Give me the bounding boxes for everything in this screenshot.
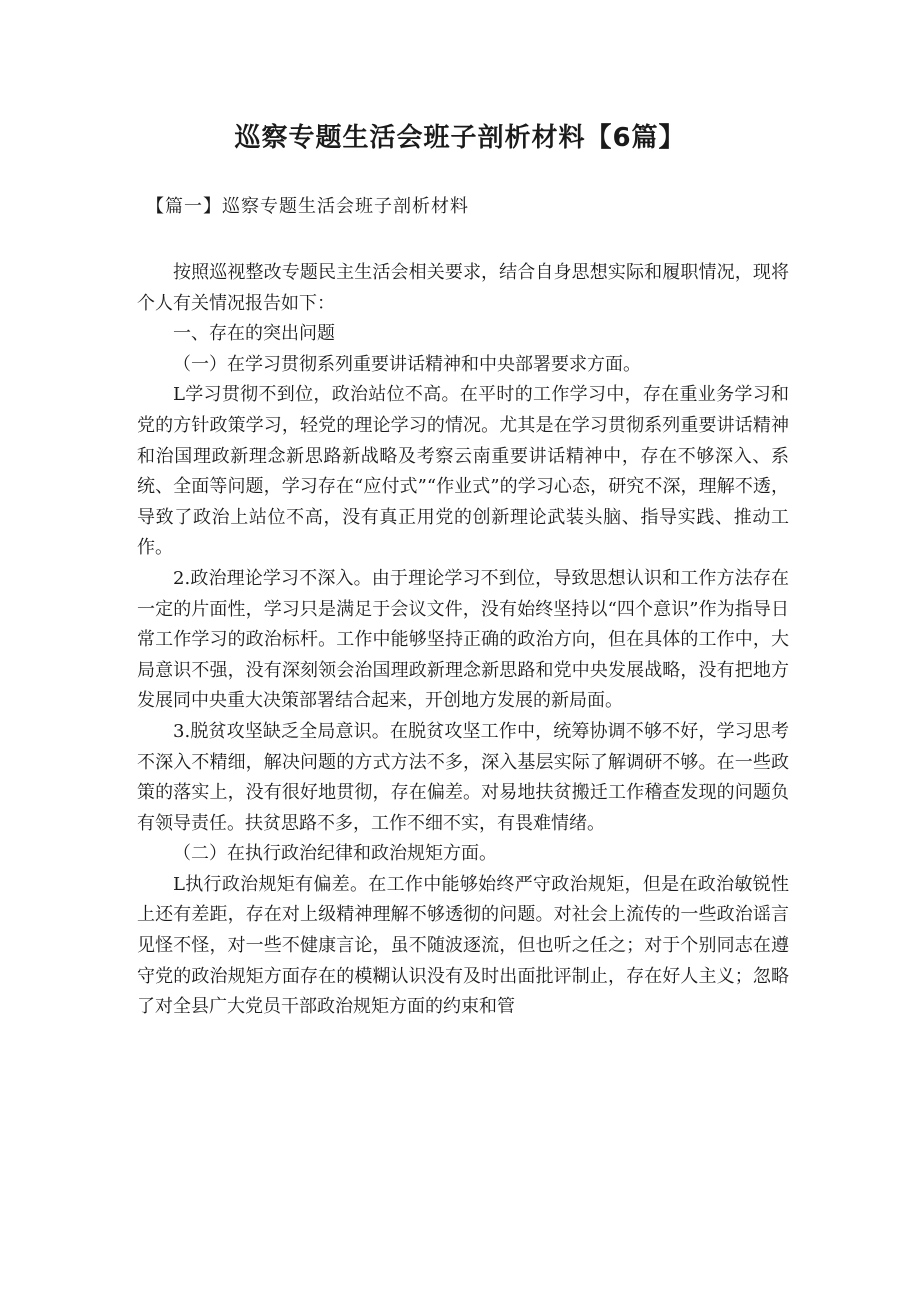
- section-heading: 一、存在的突出问题: [173, 323, 335, 345]
- body-paragraph: 2.政治理论学习不深入。由于理论学习不到位，导致思想认识和工作方法存在一定的片面性，学习只是满足于会议文件，没有始终坚持以“四个意识”作为指导日常工作学习的政治标杆。工作中能够坚持正确的政治方向，但在具体的工作中，大局意识不强，没有深刻领会治国理政新理念新思路和党中央发展战略，没有把地方发展同中央重大决策部署结合起来，开创地方发展的新局面。: [137, 567, 789, 712]
- body-paragraph: L学习贯彻不到位，政治站位不高。在平时的工作学习中，存在重业务学习和党的方针政策学习，轻党的理论学习的情况。尤其是在学习贯彻系列重要讲话精神和治国理政新理念新思路新战略及考察云南重要讲话精神中，存在不够深入、系统、全面等问题，学习存在“应付式”“作业式”的学习心态，研究不深，理解不透，导致了政治上站位不高，没有真正用党的创新理论武装头脑、指导实践、推动工作。: [137, 384, 789, 559]
- document-title: 巡察专题生活会班子剖析材料【6篇】: [234, 123, 686, 153]
- intro-paragraph: 按照巡视整改专题民主生活会相关要求，结合自身思想实际和履职情况，现将个人有关情况报告如下：: [137, 262, 789, 314]
- section-subtitle: 【篇一】巡察专题生活会班子剖析材料: [146, 196, 469, 217]
- body-paragraph: L执行政治规矩有偏差。在工作中能够始终严守政治规矩，但是在政治敏锐性上还有差距，存在对上级精神理解不够透彻的问题。对社会上流传的一些政治谣言见怪不怪，对一些不健康言论，虽不随波逐流，但也听之任之；对于个别同志在遵守党的政治规矩方面存在的模糊认识没有及时出面批评制止，存在好人主义；忽略了对全县广大党员干部政治规矩方面的约束和管: [137, 873, 789, 1018]
- subsection-heading: （一）在学习贯彻系列重要讲话精神和中央部署要求方面。: [173, 353, 641, 375]
- subsection-heading: （二）在执行政治纪律和政治规矩方面。: [173, 843, 497, 865]
- document-body: [137, 258, 789, 1023]
- body-paragraph: 3.脱贫攻坚缺乏全局意识。在脱贫攻坚工作中，统筹协调不够不好，学习思考不深入不精细，解决问题的方式方法不多，深入基层实际了解调研不够。在一些政策的落实上，没有很好地贯彻，存在偏差。对易地扶贫搬迁工作稽查发现的问题负有领导责任。扶贫思路不多，工作不细不实，有畏难情绪。: [137, 720, 789, 834]
